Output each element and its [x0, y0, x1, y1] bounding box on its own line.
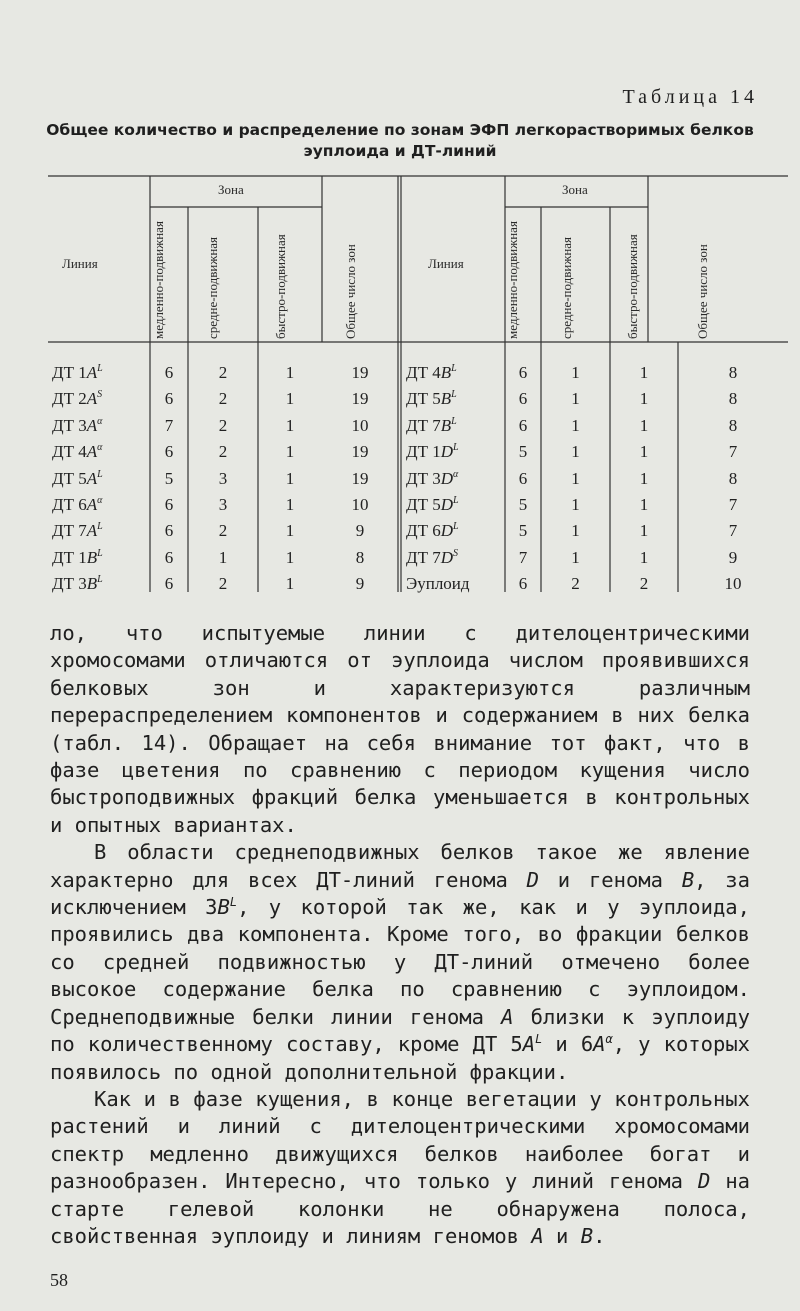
- header-line-right: Линия: [428, 256, 464, 271]
- medium-cell: 1: [571, 495, 580, 514]
- header-zone-left: Зона: [218, 182, 244, 197]
- header-medium-left: средне-подвижная: [205, 236, 220, 339]
- p2-text-h: , у которой так же, как и у эуплоида, проявились два компонента. Кроме того, во фракции белков со средней подвижностью у ДТ-линий отмечено более высокое содержание белка по сравнению с эуплоидом. Среднеподвижные белки линии генома: [50, 895, 750, 1029]
- medium-cell: 1: [571, 389, 580, 409]
- fast-cell: 1: [285, 389, 295, 409]
- slow-cell: 6: [164, 547, 174, 567]
- p3-text-a: Как и в фазе кущения, в конце вегетации у контрольных растений и линий с дителоцентрическими хромосомами спектр медленно движущихся белков наиболее богат и разнообразен. Интересно, что только у линий генома: [50, 1086, 750, 1194]
- page-number: 58: [50, 1270, 68, 1290]
- medium-cell: 1: [571, 521, 580, 541]
- medium-cell: 3: [218, 468, 228, 488]
- header-slow-left: медленно-подвижная: [151, 221, 166, 339]
- slow-cell: 5: [164, 468, 174, 488]
- medium-cell: 3: [218, 495, 228, 514]
- slow-cell: 6: [518, 415, 528, 435]
- fast-cell: 1: [285, 442, 295, 462]
- slow-cell: 6: [164, 574, 174, 594]
- line-name-cell: ДТ $7D^S$: [406, 547, 459, 567]
- medium-cell: 1: [571, 468, 580, 488]
- p2-sup-l: L: [229, 895, 238, 910]
- line-name-cell: ДТ $3B^L$: [52, 574, 103, 594]
- fast-cell: 1: [285, 468, 295, 488]
- body-text: [50, 620, 750, 1250]
- p2-text-p: , у которых появилось по одной дополнительной фракции.: [50, 1032, 751, 1084]
- total-cell: 8: [728, 363, 738, 382]
- header-fast-left: быстро-подвижная: [273, 234, 288, 339]
- slow-cell: 7: [164, 415, 174, 435]
- total-cell: 10: [351, 495, 369, 514]
- line-name-cell: ДТ $2A^S$: [52, 389, 103, 409]
- header-fast-right: быстро-подвижная: [625, 234, 640, 339]
- total-cell: 19: [351, 468, 369, 488]
- medium-cell: 2: [218, 442, 228, 462]
- medium-cell: 1: [218, 547, 228, 567]
- total-cell: 8: [728, 468, 738, 488]
- medium-cell: 2: [218, 415, 228, 435]
- line-name-cell: Эуплоид: [406, 574, 470, 594]
- total-cell: 7: [728, 495, 738, 514]
- line-name-cell: ДТ $7B^L$: [406, 415, 457, 435]
- medium-cell: 1: [571, 415, 580, 435]
- data-table: [48, 174, 788, 592]
- line-name-cell: ДТ $1D^L$: [406, 442, 459, 462]
- medium-cell: 1: [571, 363, 580, 382]
- fast-cell: 1: [639, 363, 649, 382]
- medium-cell: 2: [218, 521, 228, 541]
- line-name-cell: ДТ $5B^L$: [406, 389, 457, 409]
- slow-cell: 6: [164, 521, 174, 541]
- line-name-cell: ДТ $5A^L$: [52, 468, 103, 488]
- fast-cell: 1: [639, 547, 649, 567]
- total-cell: 19: [351, 363, 369, 382]
- fast-cell: 1: [639, 442, 649, 462]
- fast-cell: 1: [285, 521, 295, 541]
- header-medium-right: средне-подвижная: [559, 236, 574, 339]
- fast-cell: 2: [639, 574, 649, 594]
- medium-cell: 2: [218, 363, 228, 382]
- paragraph-3: [50, 1086, 750, 1250]
- slow-cell: 6: [164, 442, 174, 462]
- total-cell: 10: [351, 415, 369, 435]
- fast-cell: 1: [285, 547, 295, 567]
- line-name-cell: ДТ $3D^\alpha$: [406, 468, 459, 488]
- fast-cell: 1: [285, 574, 295, 594]
- p2-sup-alpha: α: [605, 1032, 613, 1047]
- p2-line-6a: A: [593, 1032, 606, 1057]
- p3-text-c: на старте гелевой колонки не обнаружена полоса, свойственная эуплоиду и линиям геномов: [50, 1169, 751, 1248]
- line-name-cell: ДТ $6A^\alpha$: [52, 495, 103, 514]
- p2-text-a: В области среднеподвижных белков такое же явление характерно для всех ДТ-линий генома: [50, 840, 750, 892]
- total-cell: 8: [355, 547, 365, 567]
- medium-cell: 1: [571, 442, 580, 462]
- header-total-right: Общее число зон: [695, 244, 710, 339]
- total-cell: 9: [728, 547, 738, 567]
- slow-cell: 5: [518, 495, 528, 514]
- fast-cell: 1: [639, 495, 649, 514]
- header-line-left: Линия: [62, 256, 98, 271]
- line-name-cell: ДТ $3A^\alpha$: [52, 415, 103, 435]
- slow-cell: 6: [518, 468, 528, 488]
- paragraph-2: [50, 839, 750, 1086]
- total-cell: 7: [728, 442, 738, 462]
- p2-text-e: , за исключением 3: [50, 867, 750, 920]
- p3-text-e: и: [543, 1223, 581, 1248]
- p2-genome-a: A: [501, 1004, 514, 1029]
- total-cell: 10: [724, 574, 742, 594]
- p3-genome-a: A: [531, 1223, 544, 1248]
- total-cell: 19: [351, 389, 369, 409]
- fast-cell: 1: [639, 415, 649, 435]
- paragraph-1: ло, что испытуемые линии с дителоцентрическими хромосомами отличаются от эуплоида числом проявившихся белковых зон и характеризуются различным перераспределением компонентов и содержанием в них белка (табл. 14). Обращает на себя внимание тот факт, что в фазе цветения по сравнению с периодом кущения число быстроподвижных фракций белка уменьшается в контрольных и опытных вариантах.: [50, 621, 750, 837]
- slow-cell: 7: [518, 547, 528, 567]
- total-cell: 9: [355, 521, 365, 541]
- line-name-cell: ДТ $1B^L$: [52, 547, 103, 567]
- total-cell: 7: [728, 521, 738, 541]
- fast-cell: 1: [285, 363, 295, 382]
- fast-cell: 1: [639, 389, 649, 409]
- slow-cell: 6: [518, 389, 528, 409]
- p2-sup-l2: L: [535, 1032, 543, 1047]
- slow-cell: 6: [164, 495, 174, 514]
- p3-genome-b: B: [580, 1223, 594, 1248]
- slow-cell: 6: [518, 363, 528, 382]
- line-name-cell: ДТ $4B^L$: [406, 363, 457, 382]
- p2-text-c: и генома: [538, 867, 682, 892]
- slow-cell: 6: [518, 574, 528, 594]
- total-cell: 8: [728, 389, 738, 409]
- slow-cell: 5: [518, 442, 528, 462]
- line-name-cell: ДТ $1A^L$: [52, 363, 103, 382]
- p2-genome-b: B: [681, 867, 695, 892]
- p2-text-j: близки к эуплоиду по количественному составу, кроме ДТ 5: [50, 1004, 750, 1057]
- header-total-left: Общее число зон: [343, 244, 358, 339]
- medium-cell: 2: [218, 574, 228, 594]
- medium-cell: 1: [571, 547, 580, 567]
- p2-line-5a: A: [522, 1032, 536, 1057]
- line-name-cell: ДТ $6D^L$: [406, 521, 459, 541]
- fast-cell: 1: [639, 521, 649, 541]
- slow-cell: 6: [164, 363, 174, 382]
- total-cell: 8: [728, 415, 738, 435]
- medium-cell: 2: [571, 574, 580, 594]
- line-name-cell: ДТ $4A^\alpha$: [52, 442, 103, 462]
- line-name-cell: ДТ $5D^L$: [406, 495, 459, 514]
- p3-text-g: .: [593, 1223, 606, 1248]
- fast-cell: 1: [285, 495, 295, 514]
- fast-cell: 1: [285, 415, 295, 435]
- p3-genome-d: D: [697, 1169, 711, 1194]
- p2-line-3b: B: [217, 895, 230, 920]
- header-slow-right: медленно-подвижная: [505, 221, 520, 339]
- fast-cell: 1: [639, 468, 649, 488]
- slow-cell: 5: [518, 521, 528, 541]
- table-caption: Таблица 14: [622, 86, 758, 108]
- slow-cell: 6: [164, 389, 174, 409]
- total-cell: 19: [351, 442, 369, 462]
- total-cell: 9: [355, 574, 365, 594]
- header-zone-right: Зона: [562, 182, 588, 197]
- line-name-cell: ДТ $7A^L$: [52, 521, 103, 541]
- p2-genome-d: D: [526, 867, 539, 892]
- medium-cell: 2: [218, 389, 228, 409]
- table-title: Общее количество и распределение по зонам ЭФП легкорастворимых белков эуплоида и ДТ-линий: [46, 121, 754, 160]
- p2-text-m: и 6: [542, 1032, 594, 1057]
